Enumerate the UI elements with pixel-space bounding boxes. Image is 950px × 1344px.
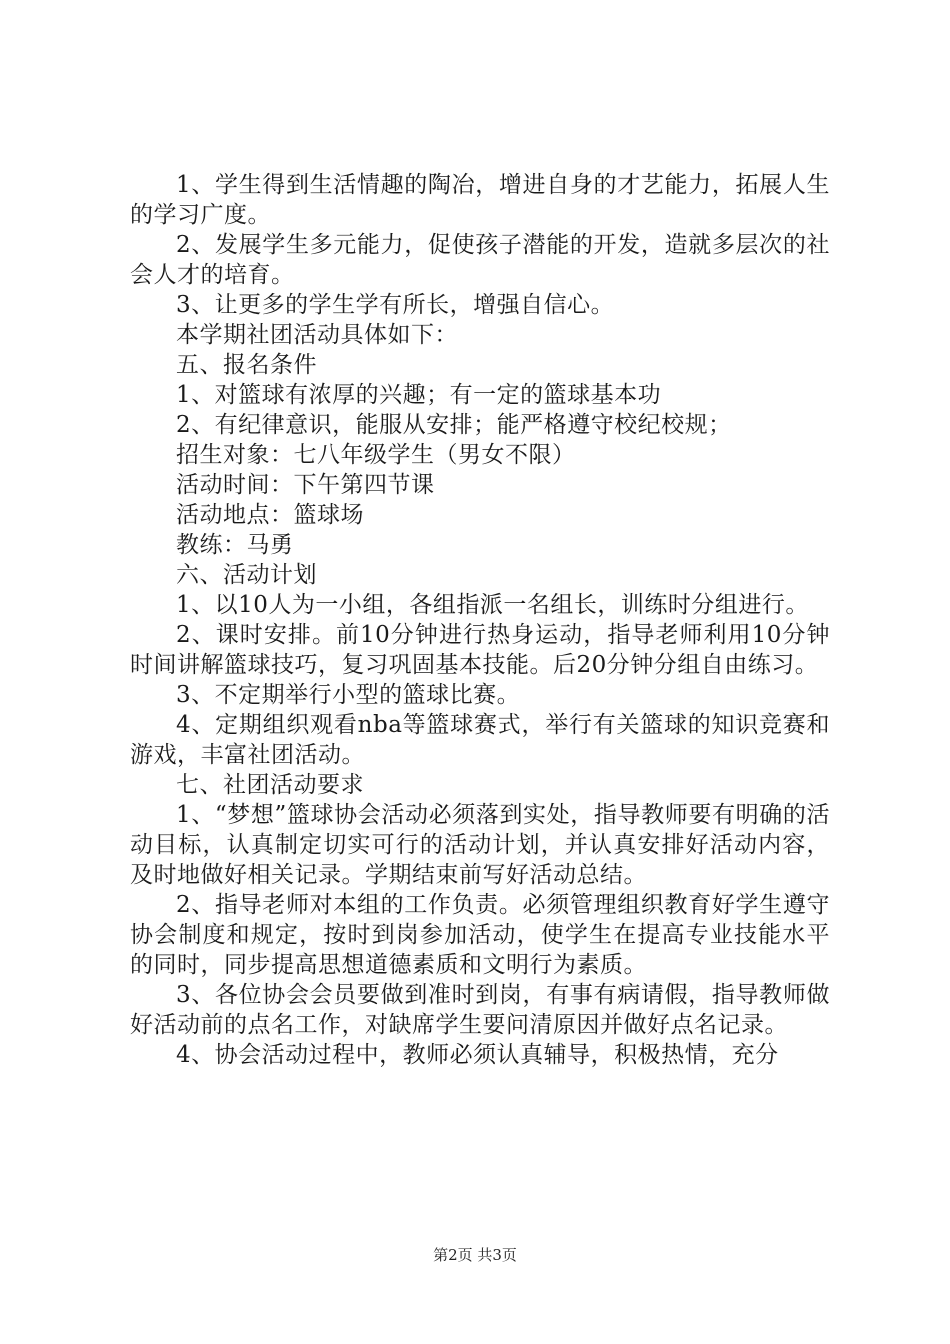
paragraph: 活动时间：下午第四节课 — [176, 472, 435, 498]
paragraph: 招生对象：七八年级学生（男女不限） — [176, 442, 576, 468]
paragraph: 活动地点：篮球场 — [176, 502, 364, 528]
paragraph: 1、“梦想”篮球协会活动必须落到实处，指导教师要有明确的活动目标，认真制定切实可行的活动计划，并认真安排好活动内容，及时地做好相关记录。学期结束前写好活动总结。 — [130, 802, 830, 888]
section-heading: 七、社团活动要求 — [176, 772, 364, 798]
paragraph: 教练：马勇 — [176, 532, 294, 558]
paragraph: 3、各位协会会员要做到准时到岗，有事有病请假，指导教师做好活动前的点名工作，对缺席学生要问清原因并做好点名记录。 — [130, 982, 830, 1038]
paragraph: 3、让更多的学生学有所长，增强自信心。 — [176, 292, 615, 318]
paragraph: 1、学生得到生活情趣的陶冶，增进自身的才艺能力，拓展人生的学习广度。 — [130, 172, 830, 228]
section-heading: 五、报名条件 — [176, 352, 317, 378]
paragraph: 1、对篮球有浓厚的兴趣；有一定的篮球基本功 — [176, 382, 662, 408]
paragraph: 2、发展学生多元能力，促使孩子潜能的开发，造就多层次的社会人才的培育。 — [130, 232, 830, 288]
paragraph: 本学期社团活动具体如下： — [176, 322, 458, 348]
paragraph: 4、定期组织观看nba等篮球赛式，举行有关篮球的知识竞赛和游戏，丰富社团活动。 — [130, 712, 830, 768]
paragraph: 3、不定期举行小型的篮球比赛。 — [176, 682, 521, 708]
page-footer: 第2页 共3页 — [433, 1246, 517, 1264]
paragraph: 4、协会活动过程中，教师必须认真辅导，积极热情，充分 — [176, 1042, 779, 1068]
document-body — [130, 170, 830, 1070]
paragraph: 2、指导老师对本组的工作负责。必须管理组织教育好学生遵守协会制度和规定，按时到岗参加活动，使学生在提高专业技能水平的同时，同步提高思想道德素质和文明行为素质。 — [130, 892, 830, 978]
paragraph: 2、有纪律意识，能服从安排；能严格遵守校纪校规； — [176, 412, 732, 438]
paragraph: 1、以10人为一小组，各组指派一名组长，训练时分组进行。 — [176, 592, 809, 618]
section-heading: 六、活动计划 — [176, 562, 317, 588]
paragraph: 2、课时安排。前10分钟进行热身运动，指导老师利用10分钟时间讲解篮球技巧，复习巩固基本技能。后20分钟分组自由练习。 — [130, 622, 830, 678]
